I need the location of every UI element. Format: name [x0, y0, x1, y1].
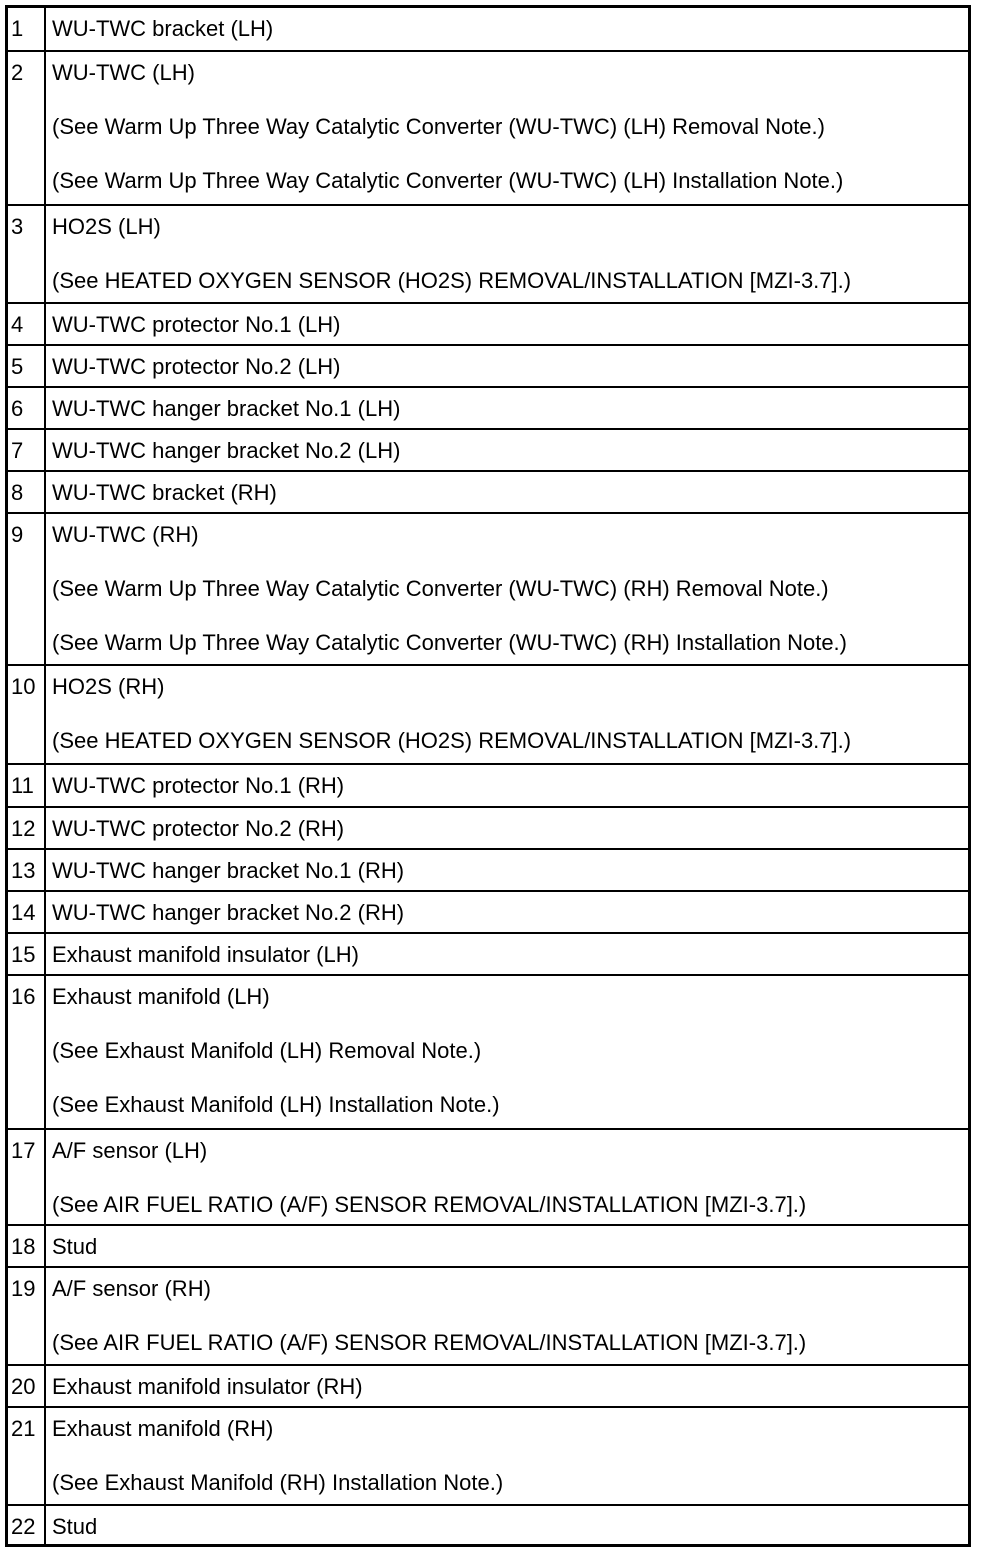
procedure-link[interactable]: (See AIR FUEL RATIO (A/F) SENSOR REMOVAL/INSTALLATION [MZI-3.7].)	[52, 1192, 807, 1217]
table-row	[8, 890, 968, 932]
item-number: 22	[8, 1506, 46, 1544]
installation-note-link[interactable]: (See Warm Up Three Way Catalytic Converter (WU-TWC) (LH) Installation Note.)	[52, 168, 844, 193]
item-description	[46, 430, 968, 470]
item-name: WU-TWC (LH)	[52, 60, 195, 85]
item-number: 17	[8, 1130, 46, 1224]
item-number: 9	[8, 514, 46, 664]
item-description	[46, 666, 968, 763]
item-number: 3	[8, 206, 46, 302]
item-name: Exhaust manifold insulator (RH)	[52, 1374, 363, 1399]
item-name: Stud	[52, 1514, 98, 1539]
item-number: 15	[8, 934, 46, 974]
item-number: 6	[8, 388, 46, 428]
item-description	[46, 765, 968, 806]
item-number: 7	[8, 430, 46, 470]
table-row	[8, 428, 968, 470]
table-row	[8, 806, 968, 848]
item-name: A/F sensor (LH)	[52, 1138, 208, 1163]
item-name: WU-TWC protector No.2 (LH)	[52, 354, 341, 379]
table-row	[8, 1128, 968, 1224]
item-description	[46, 206, 968, 302]
item-name: Exhaust manifold insulator (LH)	[52, 942, 359, 967]
item-description	[46, 1130, 968, 1224]
removal-note-link[interactable]: (See Exhaust Manifold (LH) Removal Note.)	[52, 1038, 482, 1063]
item-name: WU-TWC hanger bracket No.1 (RH)	[52, 858, 405, 883]
item-description	[46, 850, 968, 890]
item-number: 1	[8, 8, 46, 50]
table-row	[8, 932, 968, 974]
item-description	[46, 934, 968, 974]
item-description	[46, 1366, 968, 1406]
item-name: WU-TWC protector No.1 (RH)	[52, 773, 345, 798]
item-name: WU-TWC hanger bracket No.2 (RH)	[52, 900, 405, 925]
parts-table	[5, 5, 971, 1547]
item-number: 5	[8, 346, 46, 386]
procedure-link[interactable]: (See AIR FUEL RATIO (A/F) SENSOR REMOVAL/INSTALLATION [MZI-3.7].)	[52, 1330, 807, 1355]
item-description	[46, 1506, 968, 1544]
item-description	[46, 304, 968, 344]
item-number: 20	[8, 1366, 46, 1406]
table-row	[8, 1504, 968, 1544]
item-number: 21	[8, 1408, 46, 1504]
table-row	[8, 1266, 968, 1364]
table-row	[8, 512, 968, 664]
item-description	[46, 1226, 968, 1266]
table-row	[8, 848, 968, 890]
item-description	[46, 514, 968, 664]
procedure-link[interactable]: (See HEATED OXYGEN SENSOR (HO2S) REMOVAL/INSTALLATION [MZI-3.7].)	[52, 268, 852, 293]
item-number: 13	[8, 850, 46, 890]
item-number: 11	[8, 765, 46, 806]
item-number: 2	[8, 52, 46, 204]
item-description	[46, 808, 968, 848]
installation-note-link[interactable]: (See Warm Up Three Way Catalytic Converter (WU-TWC) (RH) Installation Note.)	[52, 630, 847, 655]
table-row	[8, 1406, 968, 1504]
item-number: 14	[8, 892, 46, 932]
installation-note-link[interactable]: (See Exhaust Manifold (RH) Installation Note.)	[52, 1470, 504, 1495]
item-number: 12	[8, 808, 46, 848]
table-row	[8, 1364, 968, 1406]
item-name: WU-TWC hanger bracket No.2 (LH)	[52, 438, 401, 463]
item-number: 18	[8, 1226, 46, 1266]
procedure-link[interactable]: (See HEATED OXYGEN SENSOR (HO2S) REMOVAL/INSTALLATION [MZI-3.7].)	[52, 728, 852, 753]
table-row	[8, 344, 968, 386]
installation-note-link[interactable]: (See Exhaust Manifold (LH) Installation Note.)	[52, 1092, 500, 1117]
item-number: 10	[8, 666, 46, 763]
table-row	[8, 763, 968, 806]
removal-note-link[interactable]: (See Warm Up Three Way Catalytic Converter (WU-TWC) (LH) Removal Note.)	[52, 114, 825, 139]
item-name: WU-TWC bracket (LH)	[52, 16, 274, 41]
item-description	[46, 1408, 968, 1504]
table-row	[8, 204, 968, 302]
item-description	[46, 1268, 968, 1364]
table-row	[8, 8, 968, 50]
item-description	[46, 388, 968, 428]
item-name: HO2S (RH)	[52, 674, 165, 699]
item-name: Stud	[52, 1234, 98, 1259]
item-description	[46, 472, 968, 512]
item-description	[46, 8, 968, 50]
table-row	[8, 974, 968, 1128]
item-description	[46, 52, 968, 204]
item-name: WU-TWC protector No.1 (LH)	[52, 312, 341, 337]
item-number: 8	[8, 472, 46, 512]
table-row	[8, 664, 968, 763]
item-number: 4	[8, 304, 46, 344]
table-row	[8, 386, 968, 428]
item-name: WU-TWC bracket (RH)	[52, 480, 277, 505]
item-name: WU-TWC protector No.2 (RH)	[52, 816, 345, 841]
table-row	[8, 302, 968, 344]
item-number: 16	[8, 976, 46, 1128]
item-description	[46, 346, 968, 386]
item-name: WU-TWC hanger bracket No.1 (LH)	[52, 396, 401, 421]
item-description	[46, 976, 968, 1128]
item-name: WU-TWC (RH)	[52, 522, 199, 547]
table-row	[8, 50, 968, 204]
item-name: Exhaust manifold (RH)	[52, 1416, 274, 1441]
table-row	[8, 1224, 968, 1266]
item-number: 19	[8, 1268, 46, 1364]
item-description	[46, 892, 968, 932]
item-name: Exhaust manifold (LH)	[52, 984, 270, 1009]
item-name: HO2S (LH)	[52, 214, 161, 239]
item-name: A/F sensor (RH)	[52, 1276, 211, 1301]
table-row	[8, 470, 968, 512]
removal-note-link[interactable]: (See Warm Up Three Way Catalytic Converter (WU-TWC) (RH) Removal Note.)	[52, 576, 829, 601]
